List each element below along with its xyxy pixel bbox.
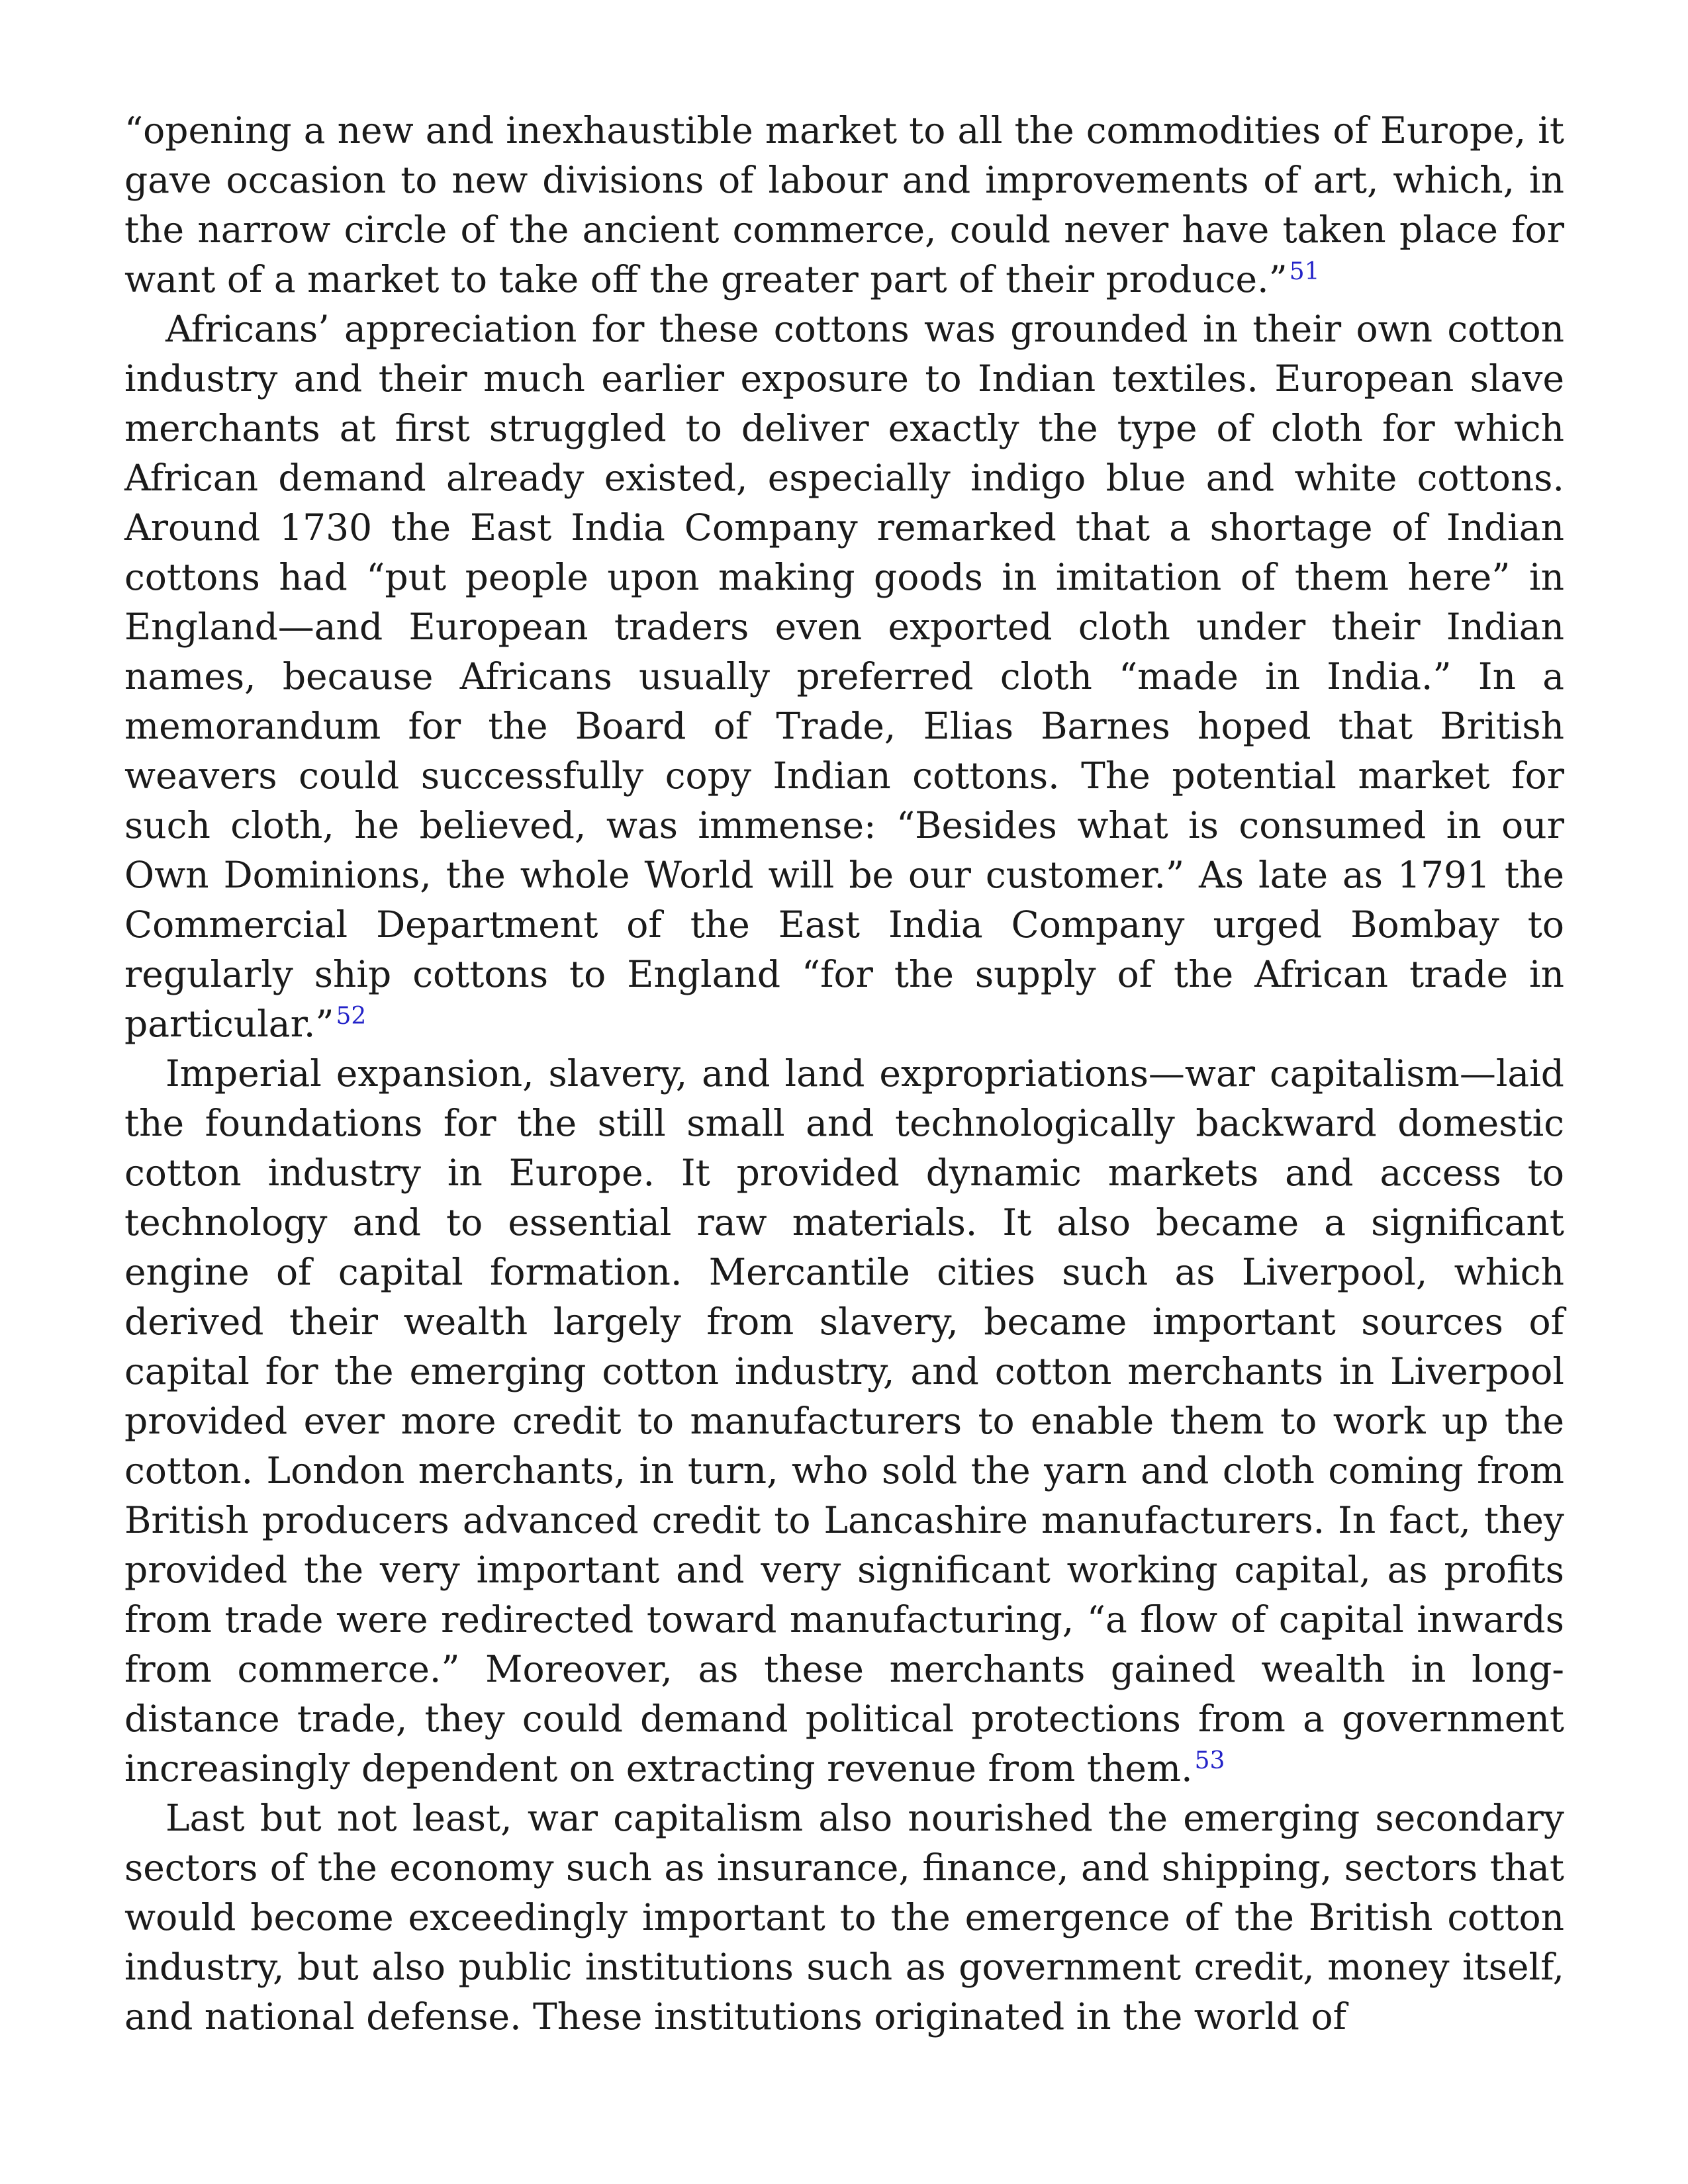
paragraph-text: Last but not least, war capitalism also nourished the emerging secondary sectors of the economy such as insurance, finance, and shipping, sectors that would become exceedingly important to the emergence of the British cotton industry, but also public institutions such as government credit, money itself, and national defense. These institutions originated in the world of xyxy=(124,1797,1564,2038)
paragraph-text: Africans’ appreciation for these cottons was grounded in their own cotton industry and their much earlier exposure to Indian textiles. European slave merchants at first struggled to deliver exactly the type of cloth for which African demand already existed, especially indigo blue and white cottons. Around 1730 the East India Company remarked that a shortage of Indian cottons had “put people upon making goods in imitation of them here” in England—and European traders even exported cloth under their Indian names, because Africans usually preferred cloth “made in India.” In a memorandum for the Board of Trade, Elias Barnes hoped that British weavers could successfully copy Indian cottons. The potential market for such cloth, he believed, was immense: “Besides what is consumed in our Own Dominions, the whole World will be our customer.” As late as 1791 the Commercial Department of the East India Company urged Bombay to regularly ship cottons to England “for the supply of the African trade in particular.” xyxy=(124,308,1564,1045)
footnote-marker-53[interactable]: 53 xyxy=(1194,1747,1225,1774)
footnote-marker-52[interactable]: 52 xyxy=(336,1002,367,1030)
paragraph-african-demand xyxy=(124,304,1564,1049)
paragraph-war-capitalism xyxy=(124,1049,1564,1794)
paragraph-secondary-sectors xyxy=(124,1794,1564,2042)
paragraph-text: “opening a new and inexhaustible market to all the commodities of Europe, it gave occasion to new divisions of labour and improvements of art, which, in the narrow circle of the ancient commerce, could never have taken place for want of a market to take off the greater part of their produce.” xyxy=(124,109,1564,300)
footnote-marker-51[interactable]: 51 xyxy=(1289,257,1320,285)
paragraph-continuation xyxy=(124,106,1564,304)
paragraph-text: Imperial expansion, slavery, and land expropriations—war capitalism—laid the foundations for the still small and technologically backward domestic cotton industry in Europe. It provided dynamic markets and access to technology and to essential raw materials. It also became a significant engine of capital formation. Mercantile cities such as Liverpool, which derived their wealth largely from slavery, became important sources of capital for the emerging cotton industry, and cotton merchants in Liverpool provided ever more credit to manufacturers to enable them to work up the cotton. London merchants, in turn, who sold the yarn and cloth coming from British producers advanced credit to Lancashire manufacturers. In fact, they provided the very important and very significant working capital, as profits from trade were redirected toward manufacturing, “a flow of capital inwards from commerce.” Moreover, as these merchants gained wealth in long-distance trade, they could demand political protections from a government increasingly dependent on extracting revenue from them. xyxy=(124,1052,1564,1790)
book-page xyxy=(124,106,1564,2042)
